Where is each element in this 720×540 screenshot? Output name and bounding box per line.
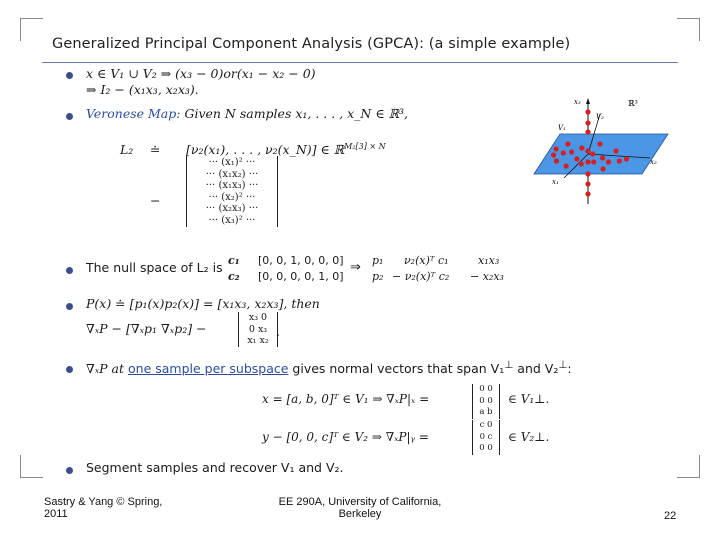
plane-sample-point [579, 161, 584, 166]
gradient-period: . [276, 324, 280, 339]
gradient-matrix [238, 312, 278, 347]
P-definition: P(x) ≐ [p₁(x)p₂(x)] = [x₁x₃, x₂x₃], then [86, 296, 320, 311]
bullet-4 [66, 303, 73, 310]
c2-label: c₂ [228, 270, 240, 283]
plane-sample-point [600, 166, 605, 171]
p2-result: − x₂x₃ [470, 270, 504, 283]
plane-sample-point [617, 158, 622, 163]
p2-expression: − ν₂(x)ᵀ c₂ [392, 270, 450, 283]
plane-sample-point [597, 141, 602, 146]
equation-2-matrix [472, 420, 500, 455]
plane-sample-point [579, 145, 584, 150]
frame-corner-bottom-left [20, 455, 43, 478]
plane-sample-point [590, 151, 595, 156]
implies-arrow: ⇒ [350, 260, 361, 275]
veronese-matrix-row-4: ··· (x₂)² ··· [208, 191, 256, 203]
footer-center-line-2: Berkeley [338, 508, 382, 520]
bullet-6 [66, 467, 73, 474]
equation-2-matrix-row-3: 0 0 [479, 443, 493, 453]
veronese-matrix-row-2: ··· (x₁x₂) ··· [205, 168, 259, 180]
plane-sample-point [554, 146, 559, 151]
footer-left-line-1: Sastry & Yang © Spring, [44, 496, 163, 508]
p1-label: p₁ [372, 254, 384, 267]
equation-2-matrix-row-1: c 0 [479, 420, 493, 430]
L2-definition [186, 142, 386, 157]
L2-symbol: L₂ [120, 142, 134, 157]
plane-sample-point [613, 148, 618, 153]
segment-text: Segment samples and recover V₁ and V₂. [86, 460, 344, 475]
footer-center-line-1: EE 290A, University of California, [278, 496, 442, 508]
perp-symbol-1: ⊥ [504, 359, 514, 371]
label-V1: V₁ [558, 124, 566, 132]
bullet-3 [66, 267, 73, 274]
frame-corner-top-left [20, 18, 43, 41]
normal-text-c: and V₂ [513, 361, 559, 377]
plane-sample-point [554, 158, 559, 163]
line-sample-point [585, 109, 590, 114]
veronese-matrix-row-3: ··· (x₁x₃) ··· [205, 180, 259, 191]
plane-sample-point [565, 141, 570, 146]
subspace-figure [530, 96, 672, 208]
one-sample-link[interactable]: one sample per subspace [128, 361, 289, 377]
label-x3: x₃ [574, 98, 581, 106]
L2-definition-body: [ν₂(x₁), . . . , ν₂(x_N)] ∈ ℝ [186, 142, 345, 158]
plane-sample-point [606, 159, 611, 164]
equation-2-matrix-row-2: 0 c [479, 431, 493, 442]
footer-center [270, 496, 450, 520]
label-V2: V₂ [596, 113, 604, 121]
gradient-matrix-row-1: x₃ 0 [248, 312, 268, 323]
c2-vector: [0, 0, 0, 0, 1, 0] [258, 270, 344, 283]
line-sample-point [585, 191, 590, 196]
nullspace-text: The null space of L₂ is [86, 260, 223, 275]
line-sample-point [585, 129, 590, 134]
label-R3: ℝ³ [628, 99, 638, 108]
p1-result: x₁x₃ [478, 254, 500, 267]
equation-2-lhs: y − [0, 0, c]ᵀ ∈ V₂ ⇒ ∇ₓP|ᵧ = [262, 430, 429, 444]
normal-vectors-line [86, 359, 572, 376]
normal-text-b: gives normal vectors that span V₁ [288, 361, 505, 377]
line-sample-point [585, 120, 590, 125]
equation-1-matrix-row-3: a b [479, 407, 493, 417]
bullet-2 [66, 113, 73, 120]
gradient-matrix-row-3: x₁ x₂ [247, 335, 269, 346]
equation-1-matrix [472, 384, 500, 419]
veronese-given: Given N samples x₁, . . . , x_N ∈ ℝ³, [180, 106, 408, 121]
c1-vector: [0, 0, 1, 0, 0, 0] [258, 254, 344, 267]
veronese-matrix-row-1: ··· (x₁)² ··· [208, 157, 256, 168]
gradient-lhs: ∇ₓP − [∇ₓp₁ ∇ₓp₂] − [86, 321, 207, 336]
footer-left [44, 496, 162, 520]
veronese-matrix [186, 156, 278, 227]
bullet-5 [66, 366, 73, 373]
normal-text-a: ∇ₓP at [86, 361, 128, 377]
gradient-matrix-row-2: 0 x₃ [248, 323, 268, 335]
title-rule [42, 62, 678, 63]
line-sample-point [585, 181, 590, 186]
page-number: 22 [664, 510, 677, 522]
veronese-map-label: Veronese Map: [86, 106, 181, 121]
c1-label: c₁ [228, 254, 240, 267]
bullet-1 [66, 72, 73, 79]
equation-1-matrix-row-2: 0 0 [479, 395, 493, 406]
plane-sample-point [624, 156, 629, 161]
plane-sample-point [569, 149, 574, 154]
label-x1: x₁ [552, 178, 559, 186]
ideal-statement: ⇒ I₂ − (x₁x₃, x₂x₃). [86, 82, 199, 97]
plane-sample-point [551, 152, 556, 157]
veronese-matrix-row-5: ··· (x₂x₃) ··· [205, 203, 259, 214]
footer-left-line-2: 2011 [44, 508, 68, 520]
normal-text-d: : [567, 361, 572, 377]
L2-dimension: M₂[3] × N [344, 142, 386, 151]
equation-1-matrix-row-1: 0 0 [479, 384, 493, 394]
veronese-matrix-row-6: ··· (x₃)² ··· [208, 214, 256, 226]
plane-sample-point [574, 156, 579, 161]
equation-1-rhs: ∈ V₁⊥. [508, 392, 550, 406]
perp-symbol-2: ⊥ [558, 359, 568, 371]
equation-1-lhs: x = [a, b, 0]ᵀ ∈ V₁ ⇒ ∇ₓP|ₓ = [262, 392, 430, 406]
line-sample-point [585, 159, 590, 164]
plane-sample-point [600, 155, 605, 160]
union-statement: x ∈ V₁ ∪ V₂ ⇒ (x₃ − 0)or(x₁ − x₂ − 0) [86, 66, 316, 81]
frame-corner-bottom-right [677, 455, 700, 478]
plane-sample-point [561, 150, 566, 155]
L2-defeq: ≐ [150, 142, 161, 157]
L2-dash: − [150, 193, 161, 208]
p1-expression: ν₂(x)ᵀ c₁ [404, 254, 449, 267]
veronese-line [86, 106, 408, 121]
line-sample-point [585, 171, 590, 176]
label-x2: x₂ [650, 158, 657, 166]
slide-title: Generalized Principal Component Analysis (GPCA): (a simple example) [52, 36, 571, 52]
x3-axis-arrowhead [586, 98, 590, 104]
plane-sample-point [591, 159, 596, 164]
plane-sample-point [564, 163, 569, 168]
p2-label: p₂ [372, 270, 384, 283]
plane-sample-point [585, 148, 590, 153]
frame-corner-top-right [677, 18, 700, 41]
equation-2-rhs: ∈ V₂⊥. [508, 430, 550, 444]
